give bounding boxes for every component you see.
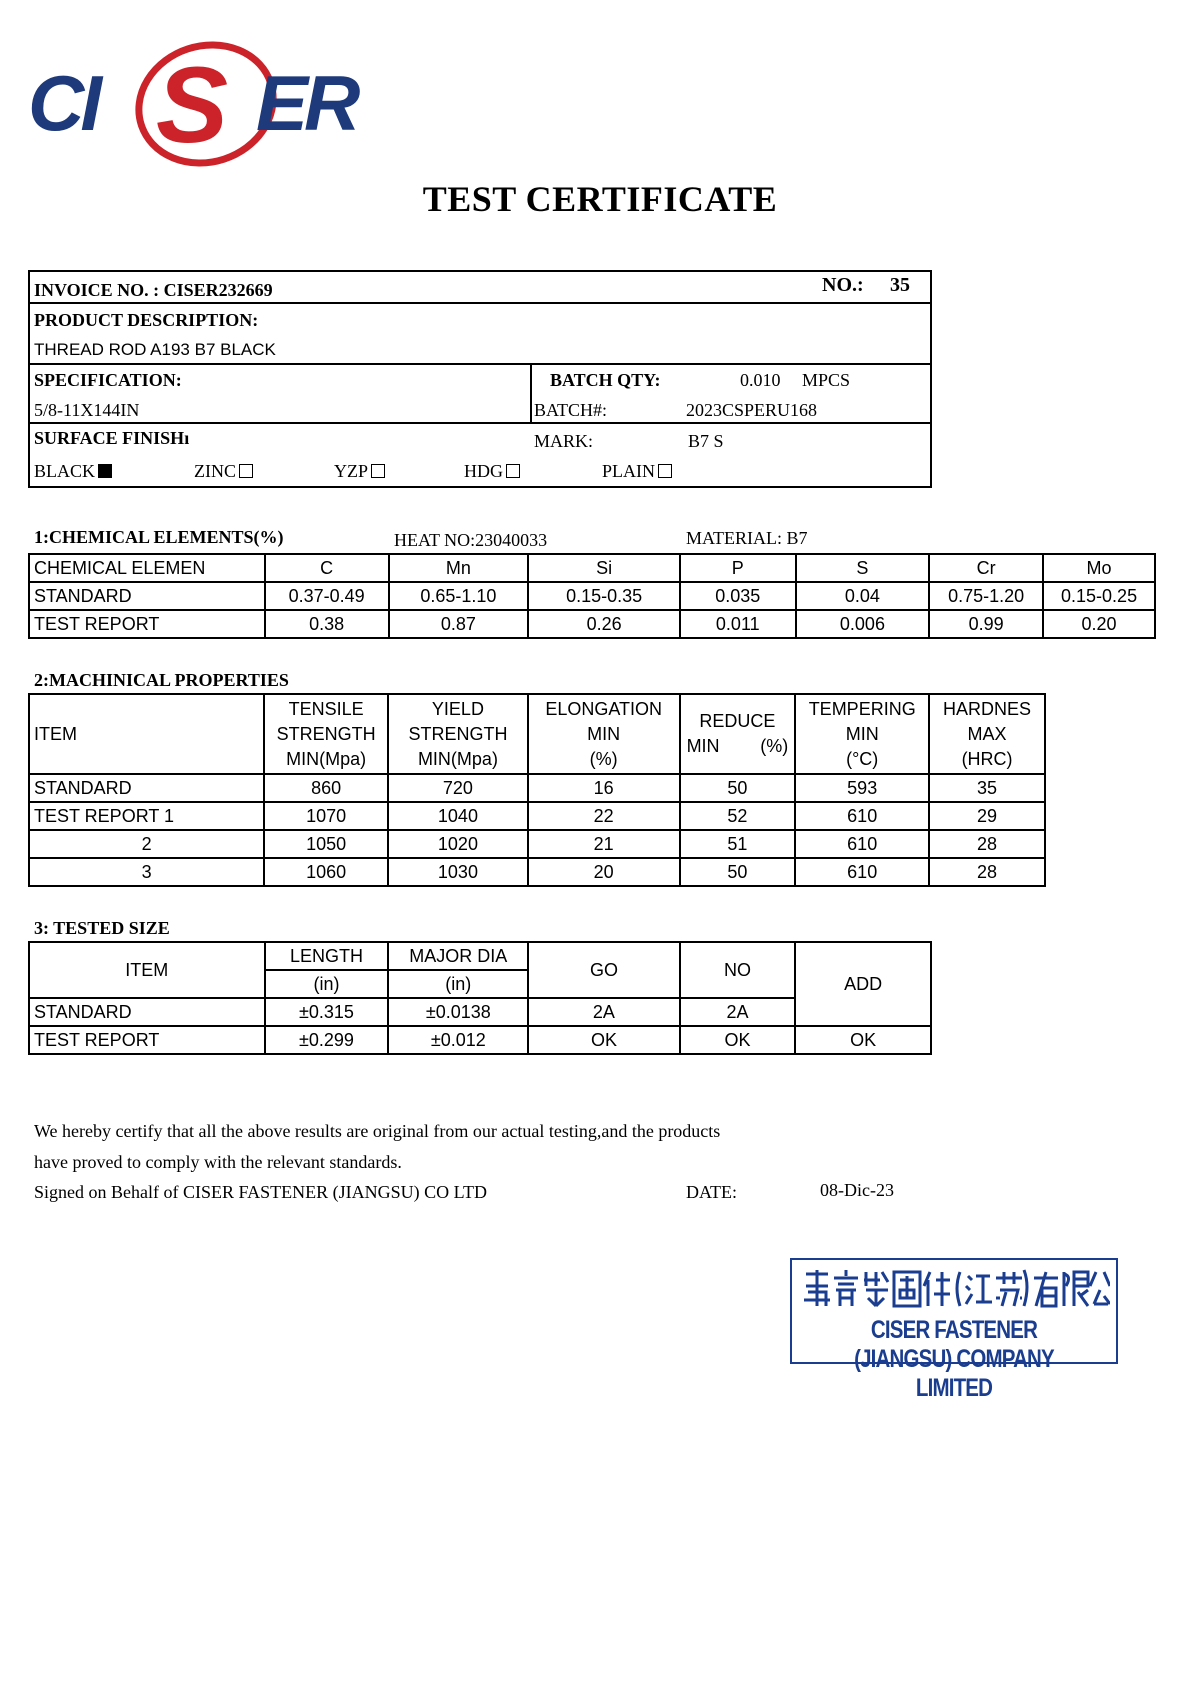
- table-header-cell: Cr: [929, 554, 1043, 582]
- finish-zinc: ZINC: [194, 460, 253, 482]
- table-header-cell: NO: [680, 942, 796, 998]
- table-cell: 0.035: [680, 582, 796, 610]
- signed-on-behalf: Signed on Behalf of CISER FASTENER (JIANGSU) CO LTD: [34, 1182, 487, 1202]
- material: MATERIAL: B7: [686, 528, 808, 548]
- table-row: [29, 1026, 931, 1054]
- table-cell: 610: [795, 858, 929, 886]
- table-row: [29, 610, 1155, 638]
- table-cell: 1030: [388, 858, 528, 886]
- mechanical-table: [28, 693, 1046, 887]
- table-cell: STANDARD: [29, 774, 264, 802]
- table-row: [29, 774, 1045, 802]
- surface-finish-label: SURFACE FINISHı: [34, 428, 190, 448]
- table-cell: 2A: [528, 998, 679, 1026]
- batch-no-label: BATCH#:: [534, 400, 608, 420]
- table-cell: 3: [29, 858, 264, 886]
- checkbox-empty-icon: [658, 464, 672, 478]
- table-header-cell: GO: [528, 942, 679, 998]
- page-title: TEST CERTIFICATE: [422, 179, 778, 219]
- table-cell: TEST REPORT 1: [29, 802, 264, 830]
- checkbox-empty-icon: [371, 464, 385, 478]
- finish-hdg: HDG: [464, 460, 520, 482]
- table-cell: 720: [388, 774, 528, 802]
- table-cell: 0.04: [796, 582, 930, 610]
- table-header-cell: LENGTH: [265, 942, 389, 970]
- batch-qty-unit: MPCS: [802, 370, 851, 390]
- table-cell: 21: [528, 830, 680, 858]
- svg-text:ER: ER: [256, 59, 357, 147]
- table-cell: STANDARD: [29, 582, 265, 610]
- table-cell: 1040: [388, 802, 528, 830]
- finish-black: BLACK: [34, 460, 112, 482]
- mark-value: B7 S: [688, 431, 724, 451]
- table-cell: STANDARD: [29, 998, 265, 1026]
- table-cell: 0.75-1.20: [929, 582, 1043, 610]
- table-cell: 50: [680, 858, 796, 886]
- table-cell: ±0.315: [265, 998, 389, 1026]
- product-desc: THREAD ROD A193 B7 BLACK: [34, 340, 276, 359]
- table-cell: OK: [680, 1026, 796, 1054]
- batch-qty-label: BATCH QTY:: [550, 370, 661, 390]
- checkbox-empty-icon: [239, 464, 253, 478]
- table-row: [29, 694, 1045, 774]
- table-cell: 35: [929, 774, 1045, 802]
- heat-number: HEAT NO:23040033: [394, 530, 548, 550]
- table-cell: OK: [528, 1026, 679, 1054]
- table-cell: 0.20: [1043, 610, 1155, 638]
- table-cell: 0.38: [265, 610, 389, 638]
- table-header-cell: MAJOR DIA: [388, 942, 528, 970]
- table-cell: OK: [795, 1026, 931, 1054]
- table-cell: 29: [929, 802, 1045, 830]
- table-header-cell: TENSILE STRENGTH MIN(Mpa): [264, 694, 388, 774]
- product-desc-label: PRODUCT DESCRIPTION:: [34, 310, 259, 330]
- table-header-cell: (in): [265, 970, 389, 998]
- no-value: 35: [890, 274, 910, 296]
- table-cell: 0.37-0.49: [265, 582, 389, 610]
- table-header-cell: ELONGATION MIN (%): [528, 694, 680, 774]
- no-label: NO.:: [822, 274, 864, 296]
- table-header-cell: S: [796, 554, 930, 582]
- table-cell: 2A: [680, 998, 796, 1026]
- certify-line-1: We hereby certify that all the above results are original from our actual testing,and the products: [34, 1121, 721, 1141]
- table-header-cell: Mo: [1043, 554, 1155, 582]
- table-row: [29, 582, 1155, 610]
- table-row: [29, 858, 1045, 886]
- table-cell: 22: [528, 802, 680, 830]
- table-cell: 1050: [264, 830, 388, 858]
- table-cell: 0.006: [796, 610, 930, 638]
- chem-section-title: 1:CHEMICAL ELEMENTS(%): [34, 527, 284, 547]
- date-label: DATE:: [686, 1182, 737, 1202]
- svg-text:CI: CI: [28, 59, 98, 147]
- table-cell: 0.87: [389, 610, 529, 638]
- table-cell: ±0.299: [265, 1026, 389, 1054]
- company-stamp: [790, 1258, 1118, 1402]
- table-header-cell: TEMPERING MIN (°C): [795, 694, 929, 774]
- table-header-cell: C: [265, 554, 389, 582]
- table-cell: ±0.0138: [388, 998, 528, 1026]
- table-header-cell: REDUCE MIN (%): [680, 694, 796, 774]
- table-row: [29, 554, 1155, 582]
- table-cell: TEST REPORT: [29, 1026, 265, 1054]
- spec-value: 5/8-11X144IN: [34, 400, 140, 420]
- certify-line-2: have proved to comply with the relevant standards.: [34, 1152, 402, 1172]
- table-header-cell: Si: [528, 554, 680, 582]
- table-cell: 1070: [264, 802, 388, 830]
- checkbox-checked-icon: [98, 464, 112, 478]
- tested-size-table: [28, 941, 932, 1055]
- table-cell: 1060: [264, 858, 388, 886]
- table-header-cell: ADD: [795, 942, 931, 1026]
- table-cell: 0.011: [680, 610, 796, 638]
- table-cell: 28: [929, 830, 1045, 858]
- table-cell: 0.99: [929, 610, 1043, 638]
- batch-qty: 0.010: [740, 370, 781, 390]
- table-cell: 610: [795, 830, 929, 858]
- table-cell: TEST REPORT: [29, 610, 265, 638]
- table-header-cell: CHEMICAL ELEMEN: [29, 554, 265, 582]
- invoice-number: INVOICE NO. : CISER232669: [34, 280, 273, 300]
- ciser-logo: [28, 38, 378, 168]
- table-cell: 0.65-1.10: [389, 582, 529, 610]
- date-value: 08-Dic-23: [820, 1180, 894, 1200]
- stamp-chinese-name: [800, 1266, 1110, 1310]
- finish-plain: PLAIN: [602, 460, 672, 482]
- table-cell: 0.15-0.35: [528, 582, 680, 610]
- table-header-cell: (in): [388, 970, 528, 998]
- table-row: [29, 830, 1045, 858]
- table-cell: 52: [680, 802, 796, 830]
- stamp-english-name: CISER FASTENER (JIANGSU) COMPANY LIMITED: [854, 1316, 1054, 1402]
- mech-section-title: 2:MACHINICAL PROPERTIES: [34, 670, 289, 690]
- table-cell: 50: [680, 774, 796, 802]
- checkbox-empty-icon: [506, 464, 520, 478]
- table-cell: 28: [929, 858, 1045, 886]
- table-cell: 610: [795, 802, 929, 830]
- table-cell: 16: [528, 774, 680, 802]
- table-cell: 20: [528, 858, 680, 886]
- table-cell: ±0.012: [388, 1026, 528, 1054]
- table-cell: 0.15-0.25: [1043, 582, 1155, 610]
- table-cell: 593: [795, 774, 929, 802]
- table-cell: 2: [29, 830, 264, 858]
- table-header-cell: HARDNES MAX (HRC): [929, 694, 1045, 774]
- chemical-table: [28, 553, 1156, 639]
- table-row: [29, 942, 931, 970]
- table-cell: 860: [264, 774, 388, 802]
- table-header-cell: YIELD STRENGTH MIN(Mpa): [388, 694, 528, 774]
- size-section-title: 3: TESTED SIZE: [34, 918, 170, 938]
- batch-no: 2023CSPERU168: [686, 400, 818, 420]
- table-header-cell: ITEM: [29, 694, 264, 774]
- finish-yzp: YZP: [334, 460, 385, 482]
- table-header-cell: Mn: [389, 554, 529, 582]
- table-cell: 1020: [388, 830, 528, 858]
- spec-label: SPECIFICATION:: [34, 370, 182, 390]
- svg-text:S: S: [156, 44, 229, 165]
- table-header-cell: ITEM: [29, 942, 265, 998]
- table-header-cell: P: [680, 554, 796, 582]
- table-cell: 0.26: [528, 610, 680, 638]
- table-row: [29, 802, 1045, 830]
- table-cell: 51: [680, 830, 796, 858]
- mark-label: MARK:: [534, 431, 594, 451]
